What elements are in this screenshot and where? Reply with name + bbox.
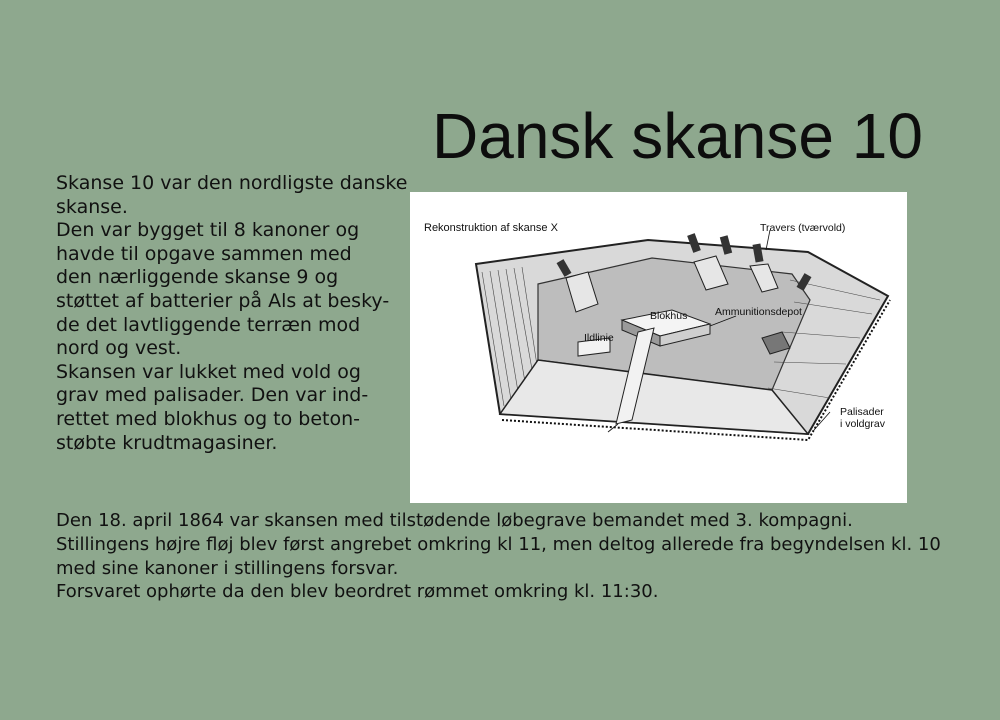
text-line: skanse.: [56, 195, 128, 218]
label-travers: Travers (tværvold): [760, 222, 846, 234]
text-line: med sine kanoner i stillingens forsvar.: [56, 557, 399, 579]
label-ammunitionsdepot: Ammunitionsdepot: [715, 306, 802, 318]
intro-paragraph: [56, 172, 408, 455]
text-line: nord og vest.: [56, 337, 182, 360]
label-voldgrav: i voldgrav: [840, 418, 885, 430]
text-line: rettet med blokhus og to beton-: [56, 407, 361, 430]
label-palisader: Palisader: [840, 406, 884, 418]
label-blokhus: Blokhus: [650, 310, 688, 322]
text-line: grav med palisader. Den var ind-: [56, 384, 369, 407]
text-line: Den var bygget til 8 kanoner og: [56, 219, 360, 242]
text-line: støttet af batterier på Als at besky-: [56, 289, 390, 312]
label-ildlinie: Ildlinie: [584, 332, 614, 344]
page-title: Dansk skanse 10: [432, 100, 923, 172]
text-line: Forsvaret ophørte da den blev beordret rømmet omkring kl. 11:30.: [56, 581, 659, 603]
text-line: Den 18. april 1864 var skansen med tilstødende løbegrave bemandet med 3. kompagni.: [56, 510, 853, 531]
text-line: Skanse 10 var den nordligste danske: [56, 172, 408, 194]
fort-drawing: [410, 192, 907, 503]
history-paragraph: [56, 509, 976, 604]
text-line: Stillingens højre fløj blev først angrebet omkring kl 11, men deltog allerede fra begyndelsen kl. 10: [56, 533, 941, 555]
text-line: de det lavtliggende terræn mod: [56, 313, 361, 336]
fort-reconstruction-illustration: [410, 192, 907, 503]
figure-caption: Rekonstruktion af skanse X: [424, 222, 558, 234]
text-line: støbte krudtmagasiner.: [56, 431, 278, 454]
text-line: den nærliggende skanse 9 og: [56, 266, 339, 289]
text-line: Skansen var lukket med vold og: [56, 360, 361, 383]
text-line: havde til opgave sammen med: [56, 242, 352, 265]
